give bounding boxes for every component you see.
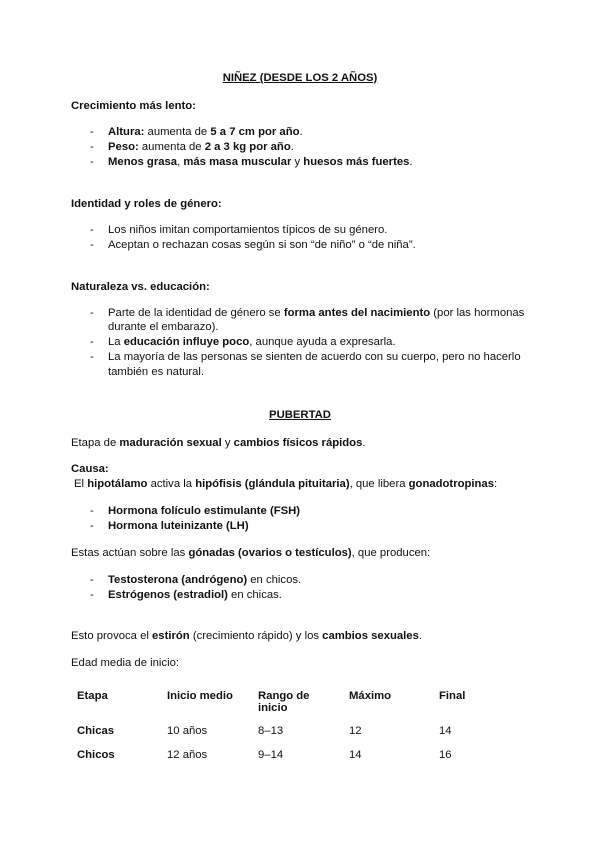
table-cell: 16 [439,749,452,761]
table-header: Máximo [349,690,392,702]
paragraph-causa: El hipotálamo activa la hipófisis (glándula pituitaria), que libera gonadotropinas: [74,478,498,490]
heading-naturaleza: Naturaleza vs. educación: [71,281,210,293]
paragraph-etapa: Etapa de maduración sexual y cambios físicos rápidos. [71,437,366,449]
table-cell: 12 [349,725,362,737]
document-page: NIÑEZ (DESDE LOS 2 AÑOS) Crecimiento más lento: - Altura: aumenta de 5 a 7 cm por año. - Peso: aumenta de 2 a 3 kg por año. - Menos grasa, más masa muscular y huesos más fuertes. Identidad y roles de género: - Los niños imitan comportamientos típicos de su género. - Aceptan o rechazan cosas según si son “de niño” o “de niña”. Naturaleza vs. educación: - Parte de la identidad de género se forma antes del nacimiento (por las hormonas durante el embarazo). - La educación influye poco, aunque ayuda a expresarla. - La mayoría de las personas se sienten de acuerdo con su cuerpo, pero no hacerlo también es natural. PUBERTAD Etapa de maduración sexual y cambios físicos rápidos. Causa: El hipotálamo activa la hipófisis (glándula pituitaria), que libera gonadotropinas: - Hormona folículo estimulante (FSH) - Hormona luteinizante (LH) Estas actúan sobre las gónadas (ovarios o testículos), que producen: - Testosterona (andrógeno) en chicos. - Estrógenos (estradiol) en chicas. Esto provoca el estirón (crecimiento rápido) y los cambios sexuales. Edad media de inicio: Etapa Inicio medio Rango de inicio Máximo Final Chicas 10 años 8–13 12 14 Chicos 12 años 9–14 14 16 [0,0,600,848]
table-cell: 10 años [167,725,208,737]
table-cell: 12 años [167,749,208,761]
table-header: Rango de [258,690,310,702]
heading-identidad: Identidad y roles de género: [71,198,222,210]
table-cell: 8–13 [258,725,284,737]
table-cell: 14 [349,749,362,761]
table-cell: 14 [439,725,452,737]
heading-crecimiento: Crecimiento más lento: [71,100,196,112]
table-cell: 9–14 [258,749,284,761]
table-header: Final [439,690,466,702]
title-ninez: NIÑEZ (DESDE LOS 2 AÑOS) [222,72,378,84]
table-cell: Chicas [77,725,115,737]
list-item-continuation: también es natural. [108,366,205,378]
label-edad-media: Edad media de inicio: [71,657,180,669]
label-causa: Causa: [71,463,109,475]
paragraph-actuan: Estas actúan sobre las gónadas (ovarios o testículos), que producen: [71,547,431,559]
list-item-continuation: durante el embarazo). [108,321,219,333]
table-header: Etapa [77,690,108,702]
title-pubertad: PUBERTAD [269,409,331,421]
paragraph-provoca: Esto provoca el estirón (crecimiento rápido) y los cambios sexuales. [71,630,423,642]
table-header: Inicio medio [167,690,233,702]
table-header: inicio [258,702,288,714]
table-cell: Chicos [77,749,115,761]
